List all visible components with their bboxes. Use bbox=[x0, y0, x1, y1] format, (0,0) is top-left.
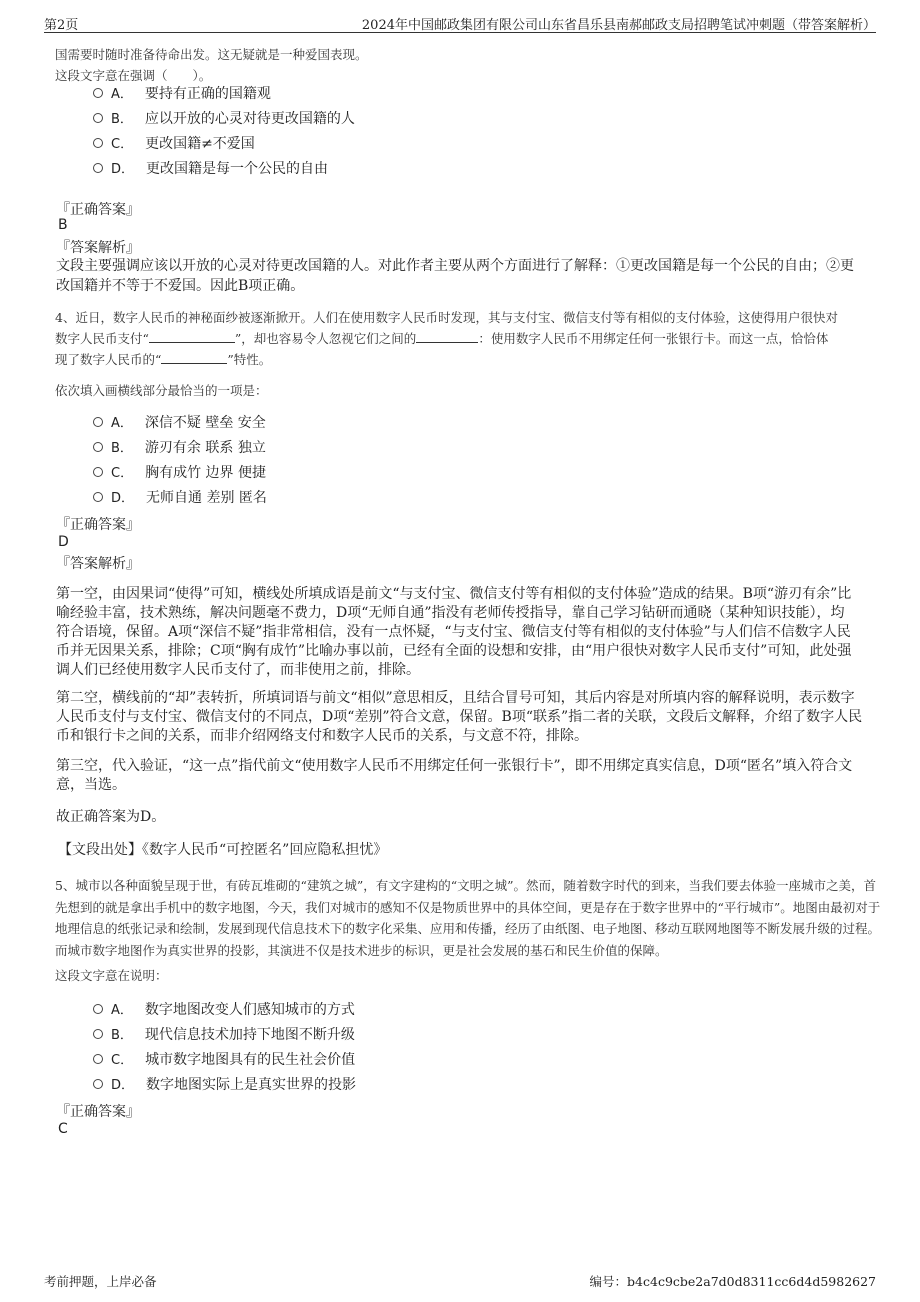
page-header bbox=[44, 12, 876, 33]
question-4-analysis-para-3: 第三空，代入验证，“这一点”指代前文“使用数字人民币不用绑定任何一张银行卡”，即不用绑定真实信息，D项“匿名”填入符合文意，当选。 bbox=[56, 758, 853, 793]
question-5-text: 5、城市以各种面貌呈现于世，有砖瓦堆砌的“建筑之城”，有文字建构的“文明之城”。然而，随着数字时代的到来，当我们要去体验一座城市之美，首先想到的就是拿出手机中的数字地图，今天，我们对城市的感知不仅是物质世界中的具体空间，更是存在于数字世界中的“平行城市”。地图由最初对于地理信息的纸张记录和绘制，发展到现代信息技术下的数字化采集、应用和传播，经历了由纸图、电子地图、移动互联网地图等不断发展升级的过程。而城市数字地图作为真实世界的投影，其演进不仅是技术进步的标识，更是社会发展的基石和民生价值的保障。 bbox=[55, 878, 881, 958]
question-4-line-3: 现了数字人民币的“ ”特性。 bbox=[55, 352, 272, 367]
radio-button-icon[interactable] bbox=[93, 113, 103, 123]
radio-button-icon[interactable] bbox=[93, 1054, 103, 1064]
question-3-analysis-label: 『答案解析』 bbox=[56, 240, 140, 256]
question-4-analysis-label: 『答案解析』 bbox=[56, 556, 140, 572]
radio-button-icon[interactable] bbox=[93, 417, 103, 427]
question-3-prompt: 这段文字意在强调（ ）。 bbox=[55, 68, 212, 83]
question-3-text bbox=[55, 44, 875, 86]
question-3-answer-label: 『正确答案』 bbox=[56, 202, 140, 218]
radio-button-icon[interactable] bbox=[93, 138, 103, 148]
question-3-text-tail: 国需要时随时准备待命出发。这无疑就是一种爱国表现。 bbox=[55, 47, 368, 62]
question-4-option-a[interactable]: A． 深信不疑 壁垒 安全 bbox=[93, 413, 266, 433]
radio-button-icon[interactable] bbox=[93, 442, 103, 452]
question-3-option-d[interactable]: D． 更改国籍是每一个公民的自由 bbox=[93, 159, 328, 179]
fill-blank-3[interactable] bbox=[161, 351, 227, 364]
question-5-option-b[interactable]: B． 现代信息技术加持下地图不断升级 bbox=[93, 1025, 355, 1045]
footer-slogan: 考前押题，上岸必备 bbox=[44, 1274, 157, 1289]
fill-blank-1[interactable] bbox=[149, 330, 235, 343]
radio-button-icon[interactable] bbox=[93, 467, 103, 477]
question-5-option-a[interactable]: A． 数字地图改变人们感知城市的方式 bbox=[93, 1000, 355, 1020]
question-4-option-b[interactable]: B． 游刃有余 联系 独立 bbox=[93, 438, 266, 458]
question-5-answer-label: 『正确答案』 bbox=[56, 1104, 140, 1120]
question-4-prompt: 依次填入画横线部分最恰当的一项是： bbox=[55, 383, 268, 398]
question-4-option-d[interactable]: D． 无师自通 差别 匿名 bbox=[93, 488, 267, 508]
question-3-option-a[interactable]: A． 要持有正确的国籍观 bbox=[93, 84, 271, 104]
question-4-text bbox=[55, 307, 885, 370]
question-3-option-c[interactable]: C． 更改国籍≠不爱国 bbox=[93, 134, 255, 154]
question-5-option-d[interactable]: D． 数字地图实际上是真实世界的投影 bbox=[93, 1075, 356, 1095]
radio-button-icon[interactable] bbox=[93, 1079, 103, 1089]
document-title: 2024年中国邮政集团有限公司山东省昌乐县南郝邮政支局招聘笔试冲刺题（带答案解析） bbox=[361, 18, 876, 33]
question-4-answer: D bbox=[58, 534, 69, 550]
question-4-analysis-para-1: 第一空，由因果词“使得”可知，横线处所填成语是前文“与支付宝、微信支付等有相似的支付体验”造成的结果。B项“游刃有余”比喻经验丰富，技术熟练，解决问题毫不费力，D项“无师自通”指没有老师传授指导，靠自己学习钻研而通晓（某种知识技能），均符合语境，保留。A项“深信不疑”指非常相信，没有一点怀疑，“与支付宝、微信支付等有相似的支付体验”与人们信不信数字人民币并无因果关系，排除；C项“胸有成竹”比喻办事以前，已经有全面的设想和安排，由“用户很快对数字人民币支付”可知，此处强调人们已经使用数字人民币支付了，而非使用之前，排除。 bbox=[56, 586, 852, 678]
question-3-analysis: 文段主要强调应该以开放的心灵对待更改国籍的人。对此作者主要从两个方面进行了解释：①更改国籍是每一个公民的自由；②更改国籍并不等于不爱国。因此B项正确。 bbox=[56, 258, 854, 294]
radio-button-icon[interactable] bbox=[93, 1029, 103, 1039]
question-4-line-1: 4、近日，数字人民币的神秘面纱被逐渐掀开。人们在使用数字人民币时发现，其与支付宝、微信支付等有相似的支付体验，这使得用户很快对 bbox=[55, 310, 838, 325]
question-4-answer-label: 『正确答案』 bbox=[56, 517, 140, 533]
radio-button-icon[interactable] bbox=[93, 1004, 103, 1014]
question-5-prompt: 这段文字意在说明： bbox=[55, 968, 168, 983]
question-5-answer: C bbox=[58, 1121, 68, 1137]
fill-blank-2[interactable] bbox=[416, 330, 478, 343]
document-id: 编号：b4c4c9cbe2a7d0d8311cc6d4d5982627 bbox=[589, 1274, 876, 1289]
question-5-option-c[interactable]: C． 城市数字地图具有的民生社会价值 bbox=[93, 1050, 355, 1070]
question-4-conclusion: 故正确答案为D。 bbox=[56, 809, 166, 825]
page-number: 第2页 bbox=[44, 18, 79, 33]
question-4-option-c[interactable]: C． 胸有成竹 边界 便捷 bbox=[93, 463, 266, 483]
question-4-source: 【文段出处】《数字人民币“可控匿名”回应隐私担忧》 bbox=[58, 842, 388, 858]
question-4-analysis-para-2: 第二空，横线前的“却”表转折，所填词语与前文“相似”意思相反，且结合冒号可知，其后内容是对所填内容的解释说明，表示数字人民币支付与支付宝、微信支付的不同点，D项“差别”符合文意，保留。B项“联系”指二者的关联，文段后文解释，介绍了数字人民币和银行卡之间的关系，而非介绍网络支付和数字人民币的关系，与文意不符，排除。 bbox=[56, 690, 863, 744]
radio-button-icon[interactable] bbox=[93, 163, 103, 173]
radio-button-icon[interactable] bbox=[93, 492, 103, 502]
question-3-option-b[interactable]: B． 应以开放的心灵对待更改国籍的人 bbox=[93, 109, 355, 129]
question-4-line-2: 数字人民币支付“ ”，却也容易令人忽视它们之间的 ：使用数字人民币不用绑定任何一张银行卡。而这一点，恰恰体 bbox=[55, 331, 829, 346]
question-3-answer: B bbox=[58, 217, 68, 233]
radio-button-icon[interactable] bbox=[93, 88, 103, 98]
